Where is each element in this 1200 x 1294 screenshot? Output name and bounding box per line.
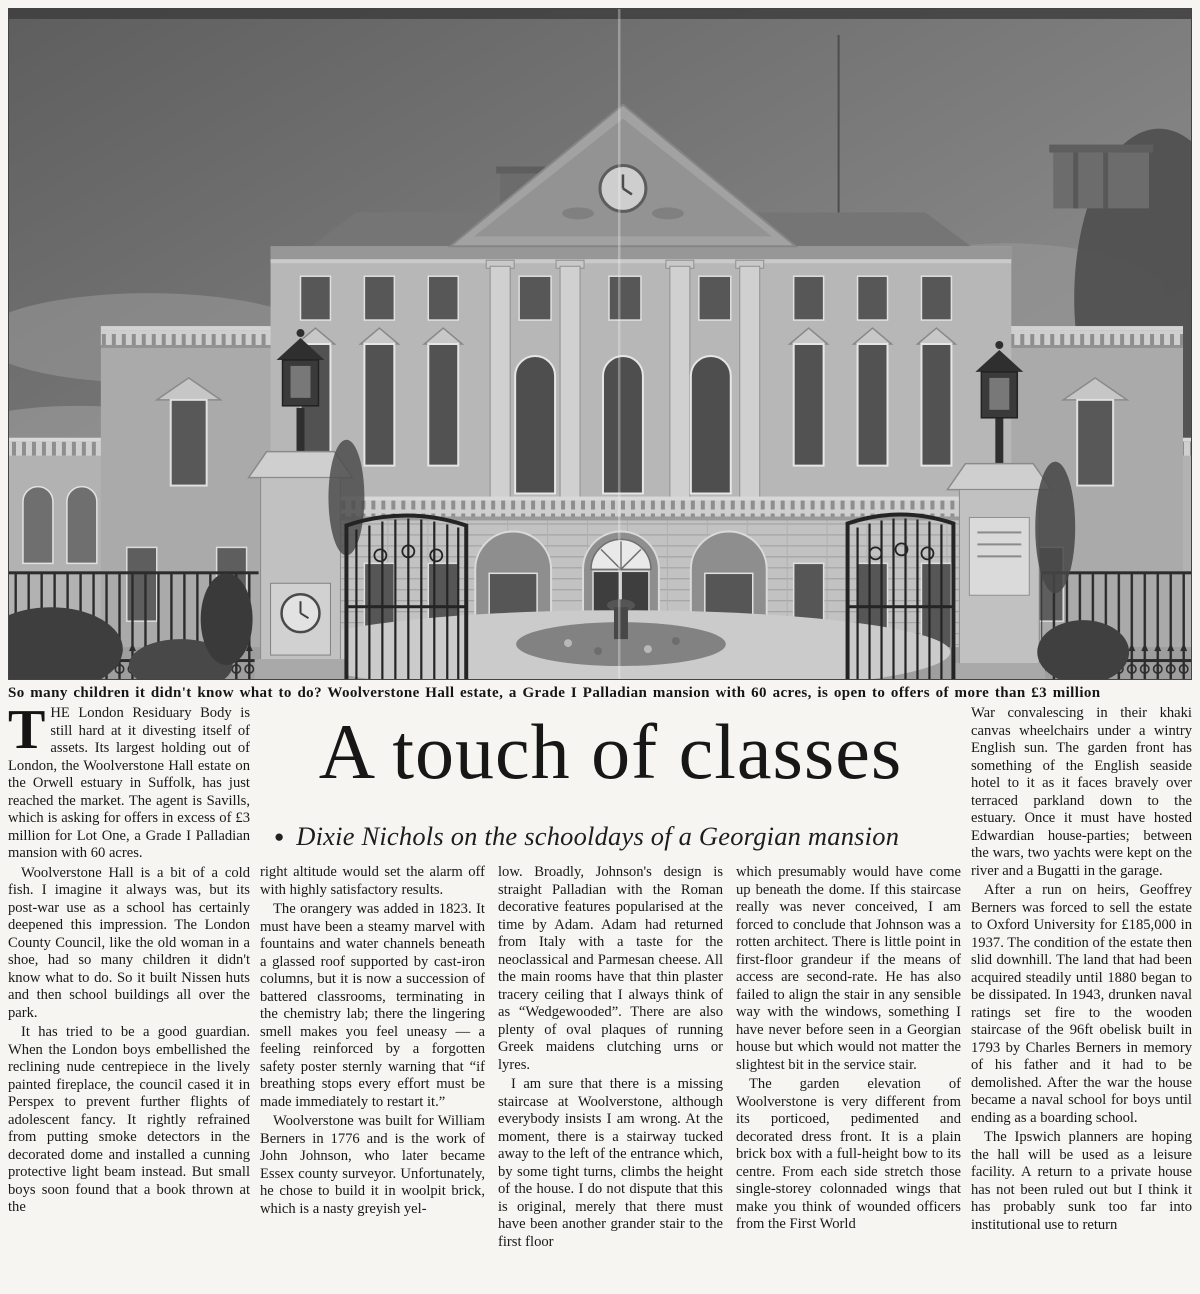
article-body bbox=[8, 705, 1192, 1283]
article-paragraph: Woolverstone was built for William Berners in 1776 and is the work of John Johnson, who later became Essex county surveyor. Unfortunately, he chose to build it in woolpit brick, which is a nasty greyish yel- bbox=[260, 1113, 485, 1217]
photo-caption: So many children it didn't know what to do? Woolverstone Hall estate, a Grade I Palladian mansion with 60 acres, is open to offers of more than £3 million bbox=[8, 685, 1101, 701]
article-paragraph: The orangery was added in 1823. It must have been a steamy marvel with fountains and water channels beneath a glassed roof supported by cast-iron columns, but it is now a succession of battered classrooms, terminating in the chemistry lab; there the lingering smell makes you feel uneasy — a feeling reinforced by a forgotten safety poster sternly warning that “if breathing stops every effort must be made immediately to restart it.” bbox=[260, 901, 485, 1110]
article-paragraph: After a run on heirs, Geoffrey Berners was forced to sell the estate to Oxford University for £185,000 in 1937. The condition of the estate then slid downhill. The land that had been acquired steadily until 1880 began to be dissipated. In 1943, drunken naval ratings set fire to the wooden staircase of the 96ft obelisk built in 1793 by Charles Berners in memory of his father and it had to be demolished. After the war the house became a naval school for boys until ending as a boarding school. bbox=[971, 882, 1192, 1126]
headline-and-middle-columns bbox=[260, 705, 961, 1283]
headline: A touch of classes bbox=[318, 708, 903, 795]
article-paragraph: It has tried to be a good guardian. When the London boys embellished the reclining nude centrepiece in the lively painted fireplace, the council cased it in Perspex to prevent further flights of adolescent fancy. It rightly refrained from putting smoke detectors in the decorated dome and installed a cunning protective light beam instead. But small boys soon found that a book thrown at the bbox=[8, 1024, 250, 1215]
article-paragraph: War convalescing in their khaki canvas wheelchairs under a wintry English sun. The garden front has something of the English seaside hotel to it as it faces bravely over terraced parkland down to the estuary. Once it must have hosted Edwardian house-parties; between the wars, two yachts were kept on the river and a Bugatti in the garage. bbox=[971, 705, 1192, 879]
article-paragraph: The garden elevation of Woolverstone is very different from its porticoed, pedimented and decorated dress front. It is a plain brick box with a full-height bow to its centre. From each side stretch those single-storey colonnaded wings that make you think of wounded officers from the First World bbox=[736, 1076, 961, 1232]
photo-frame bbox=[8, 8, 1192, 680]
drop-cap: T bbox=[8, 705, 46, 761]
article-paragraph: Woolverstone Hall is a bit of a cold fish. I imagine it always was, but its post-war use as a school has certainly deepened this impression. The London County Council, like the old woman in a shoe, had so many children it didn't know what to do. So it built Nissen huts and then school buildings all over the park. bbox=[8, 864, 250, 1021]
article-column-2 bbox=[260, 864, 485, 1283]
article-paragraph: THE London Residuary Body is still hard at it divesting itself of assets. Its largest holding out of London, the Woolverstone Hall estate on the Orwell estuary in Suffolk, has just reached the market. The agent is Savills, which is asking for offers in excess of £3 million for Lot One, a Grade I Palladian mansion with 60 acres. bbox=[8, 705, 250, 861]
article-paragraph: low. Broadly, Johnson's design is straight Palladian with the Roman decorative features popularised at the time by Adam. Adam had returned from Italy with a taste for the neoclassical and Parmesan cheese. All the main rooms have that thin plaster tracery ceiling that I always think of as “Wedgewooded”. There are also plenty of oval plaques of running Greek maidens clutching urns or lyres. bbox=[498, 864, 723, 1073]
byline bbox=[274, 821, 961, 852]
article-column-1 bbox=[8, 705, 250, 1283]
mansion-photo-illustration bbox=[9, 9, 1191, 679]
article-paragraph: right altitude would set the alarm off with highly satisfactory results. bbox=[260, 864, 485, 898]
article-column-5 bbox=[971, 705, 1192, 1283]
bullet-icon: ● bbox=[274, 827, 285, 846]
article-paragraph: The Ipswich planners are hoping the hall will be used as a leisure facility. A return to a private house has not been ruled out but I think it has probably sunk too far into institutional use to return bbox=[971, 1129, 1192, 1233]
article-paragraph: I am sure that there is a missing staircase at Woolverstone, although everybody insists I am wrong. At the moment, there is a stairway tucked away to the left of the entrance which, by some tight turns, climbs the height of the house. I do not dispute that this is original, merely that there must have been another grander stair to the first floor bbox=[498, 1076, 723, 1250]
article-paragraph: which presumably would have come up beneath the dome. If this staircase really was never conceived, I am forced to conclude that Johnson was a rotten architect. There is little point in first-floor grandeur if the means of access are second-rate. He has also failed to align the stair in any sensible way with the windows, something I have never before seen in a Georgian house but which would not matter the slightest bit in the service stair. bbox=[736, 864, 961, 1073]
middle-columns bbox=[260, 864, 961, 1283]
article-column-3 bbox=[498, 864, 723, 1283]
article-column-4 bbox=[736, 864, 961, 1283]
byline-text: Dixie Nichols on the schooldays of a Georgian mansion bbox=[296, 821, 900, 851]
